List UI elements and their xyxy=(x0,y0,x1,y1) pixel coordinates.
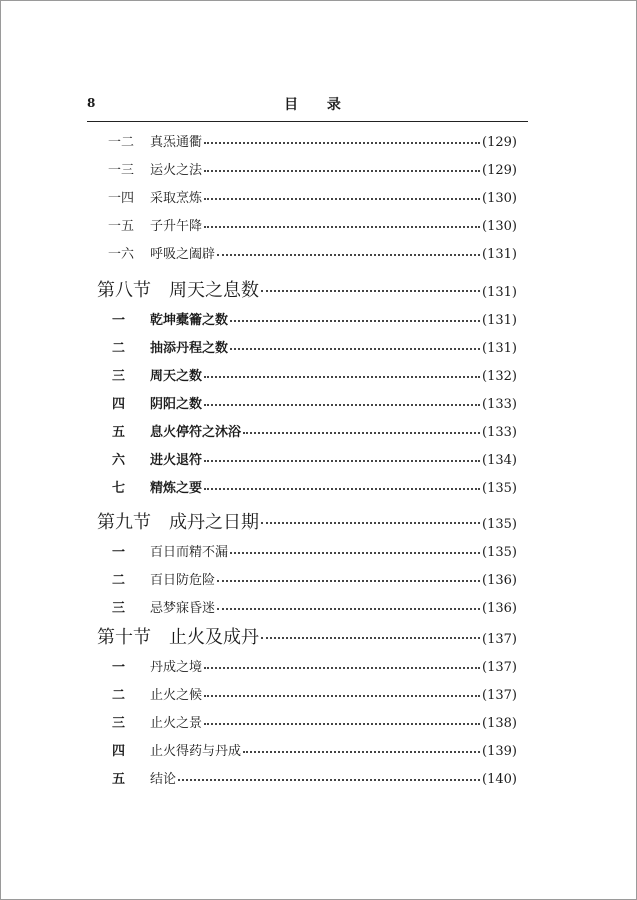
entry-page: (139) xyxy=(482,744,517,759)
section-number: 第九节 xyxy=(97,512,151,533)
toc-section-entry[interactable] xyxy=(97,623,517,649)
toc-entry[interactable] xyxy=(108,393,517,412)
entry-page: (134) xyxy=(482,453,517,468)
entry-page: (135) xyxy=(482,545,517,560)
entry-page: (130) xyxy=(482,219,517,234)
toc-entry[interactable] xyxy=(108,337,517,356)
toc-entry[interactable] xyxy=(108,365,517,384)
dot-leader xyxy=(217,608,480,610)
entry-page: (132) xyxy=(482,369,517,384)
entry-title: 息火停符之沐浴 xyxy=(150,425,242,440)
entry-page: (140) xyxy=(482,772,517,787)
entry-page: (135) xyxy=(482,481,517,496)
entry-page: (136) xyxy=(482,601,517,616)
dot-leader xyxy=(217,580,480,582)
toc-entry[interactable] xyxy=(108,656,517,675)
section-number: 第八节 xyxy=(97,280,151,301)
entry-number: 三 xyxy=(112,369,126,384)
entry-title: 阴阳之数 xyxy=(150,397,203,412)
dot-leader xyxy=(261,522,480,524)
entry-page: (133) xyxy=(482,425,517,440)
toc-entry[interactable] xyxy=(108,243,517,262)
dot-leader xyxy=(204,226,480,228)
dot-leader xyxy=(204,695,480,697)
entry-title: 呼吸之阖辟 xyxy=(150,247,216,262)
entry-page: (129) xyxy=(482,135,517,150)
toc-entry[interactable] xyxy=(108,309,517,328)
entry-number: 二 xyxy=(112,573,126,588)
entry-number: 四 xyxy=(112,744,126,759)
entry-page: (136) xyxy=(482,573,517,588)
entry-title: 采取烹炼 xyxy=(150,191,203,206)
entry-number: 二 xyxy=(112,341,126,356)
toc-section-entry[interactable] xyxy=(97,276,517,302)
toc-entry[interactable] xyxy=(108,541,517,560)
entry-number: 五 xyxy=(112,772,126,787)
dot-leader xyxy=(204,460,480,462)
dot-leader xyxy=(204,404,480,406)
entry-title: 忌梦寐昏迷 xyxy=(150,601,216,616)
toc-entry[interactable] xyxy=(108,597,517,616)
dot-leader xyxy=(204,170,480,172)
entry-title: 百日而精不漏 xyxy=(150,545,229,560)
entry-title: 止火之景 xyxy=(150,716,203,731)
toc-entry[interactable] xyxy=(108,449,517,468)
entry-number: 一四 xyxy=(108,191,135,206)
toc-entry[interactable] xyxy=(108,477,517,496)
entry-number: 一六 xyxy=(108,247,135,262)
entry-title: 进火退符 xyxy=(150,453,203,468)
entry-title: 真炁通衢 xyxy=(150,135,203,150)
dot-leader xyxy=(204,488,480,490)
entry-number: 一三 xyxy=(108,163,135,178)
dot-leader xyxy=(204,667,480,669)
entry-page: (138) xyxy=(482,716,517,731)
entry-page: (137) xyxy=(482,632,517,647)
entry-page: (137) xyxy=(482,688,517,703)
toc-entry[interactable] xyxy=(108,569,517,588)
toc-entry[interactable] xyxy=(108,215,517,234)
section-title: 成丹之日期 xyxy=(169,512,259,533)
entry-title: 抽添丹程之数 xyxy=(150,341,229,356)
section-title: 止火及成丹 xyxy=(169,627,259,648)
dot-leader xyxy=(230,348,480,350)
entry-number: 一 xyxy=(112,313,126,328)
dot-leader xyxy=(230,320,480,322)
entry-page: (130) xyxy=(482,191,517,206)
entry-title: 百日防危险 xyxy=(150,573,216,588)
toc-entry[interactable] xyxy=(108,712,517,731)
dot-leader xyxy=(230,552,480,554)
dot-leader xyxy=(261,637,480,639)
dot-leader xyxy=(243,751,480,753)
entry-title: 精炼之要 xyxy=(150,481,203,496)
entry-number: 七 xyxy=(112,481,126,496)
entry-number: 三 xyxy=(112,716,126,731)
toc-entry[interactable] xyxy=(108,159,517,178)
dot-leader xyxy=(204,142,480,144)
entry-title: 止火之候 xyxy=(150,688,203,703)
dot-leader xyxy=(204,723,480,725)
entry-page: (131) xyxy=(482,313,517,328)
entry-page: (133) xyxy=(482,397,517,412)
dot-leader xyxy=(217,254,480,256)
toc-entry[interactable] xyxy=(108,768,517,787)
entry-page: (131) xyxy=(482,285,517,300)
entry-number: 三 xyxy=(112,601,126,616)
dot-leader xyxy=(204,198,480,200)
entry-title: 周天之数 xyxy=(150,369,203,384)
entry-number: 一 xyxy=(112,660,126,675)
entry-title: 运火之法 xyxy=(150,163,203,178)
entry-number: 六 xyxy=(112,453,126,468)
toc-entry[interactable] xyxy=(108,684,517,703)
toc-entry[interactable] xyxy=(108,131,517,150)
dot-leader xyxy=(178,779,480,781)
entry-number: 五 xyxy=(112,425,126,440)
toc-section-entry[interactable] xyxy=(97,508,517,534)
entry-page: (135) xyxy=(482,517,517,532)
entry-page: (131) xyxy=(482,247,517,262)
entry-title: 止火得药与丹成 xyxy=(150,744,242,759)
toc-entry[interactable] xyxy=(108,187,517,206)
entry-number: 二 xyxy=(112,688,126,703)
entry-number: 一五 xyxy=(108,219,135,234)
section-number: 第十节 xyxy=(97,627,151,648)
section-title: 周天之息数 xyxy=(169,280,259,301)
entry-title: 结论 xyxy=(150,772,177,787)
entry-number: 一二 xyxy=(108,135,135,150)
dot-leader xyxy=(204,376,480,378)
entry-title: 丹成之境 xyxy=(150,660,203,675)
dot-leader xyxy=(261,290,480,292)
page-title: 目 录 xyxy=(284,97,353,113)
entry-page: (129) xyxy=(482,163,517,178)
entry-number: 一 xyxy=(112,545,126,560)
entry-title: 子升午降 xyxy=(150,219,203,234)
page-number: 8 xyxy=(87,96,96,110)
toc-entry[interactable] xyxy=(108,740,517,759)
toc-entry[interactable] xyxy=(108,421,517,440)
entry-title: 乾坤橐籥之数 xyxy=(150,313,229,328)
entry-page: (131) xyxy=(482,341,517,356)
entry-number: 四 xyxy=(112,397,126,412)
dot-leader xyxy=(243,432,480,434)
entry-page: (137) xyxy=(482,660,517,675)
